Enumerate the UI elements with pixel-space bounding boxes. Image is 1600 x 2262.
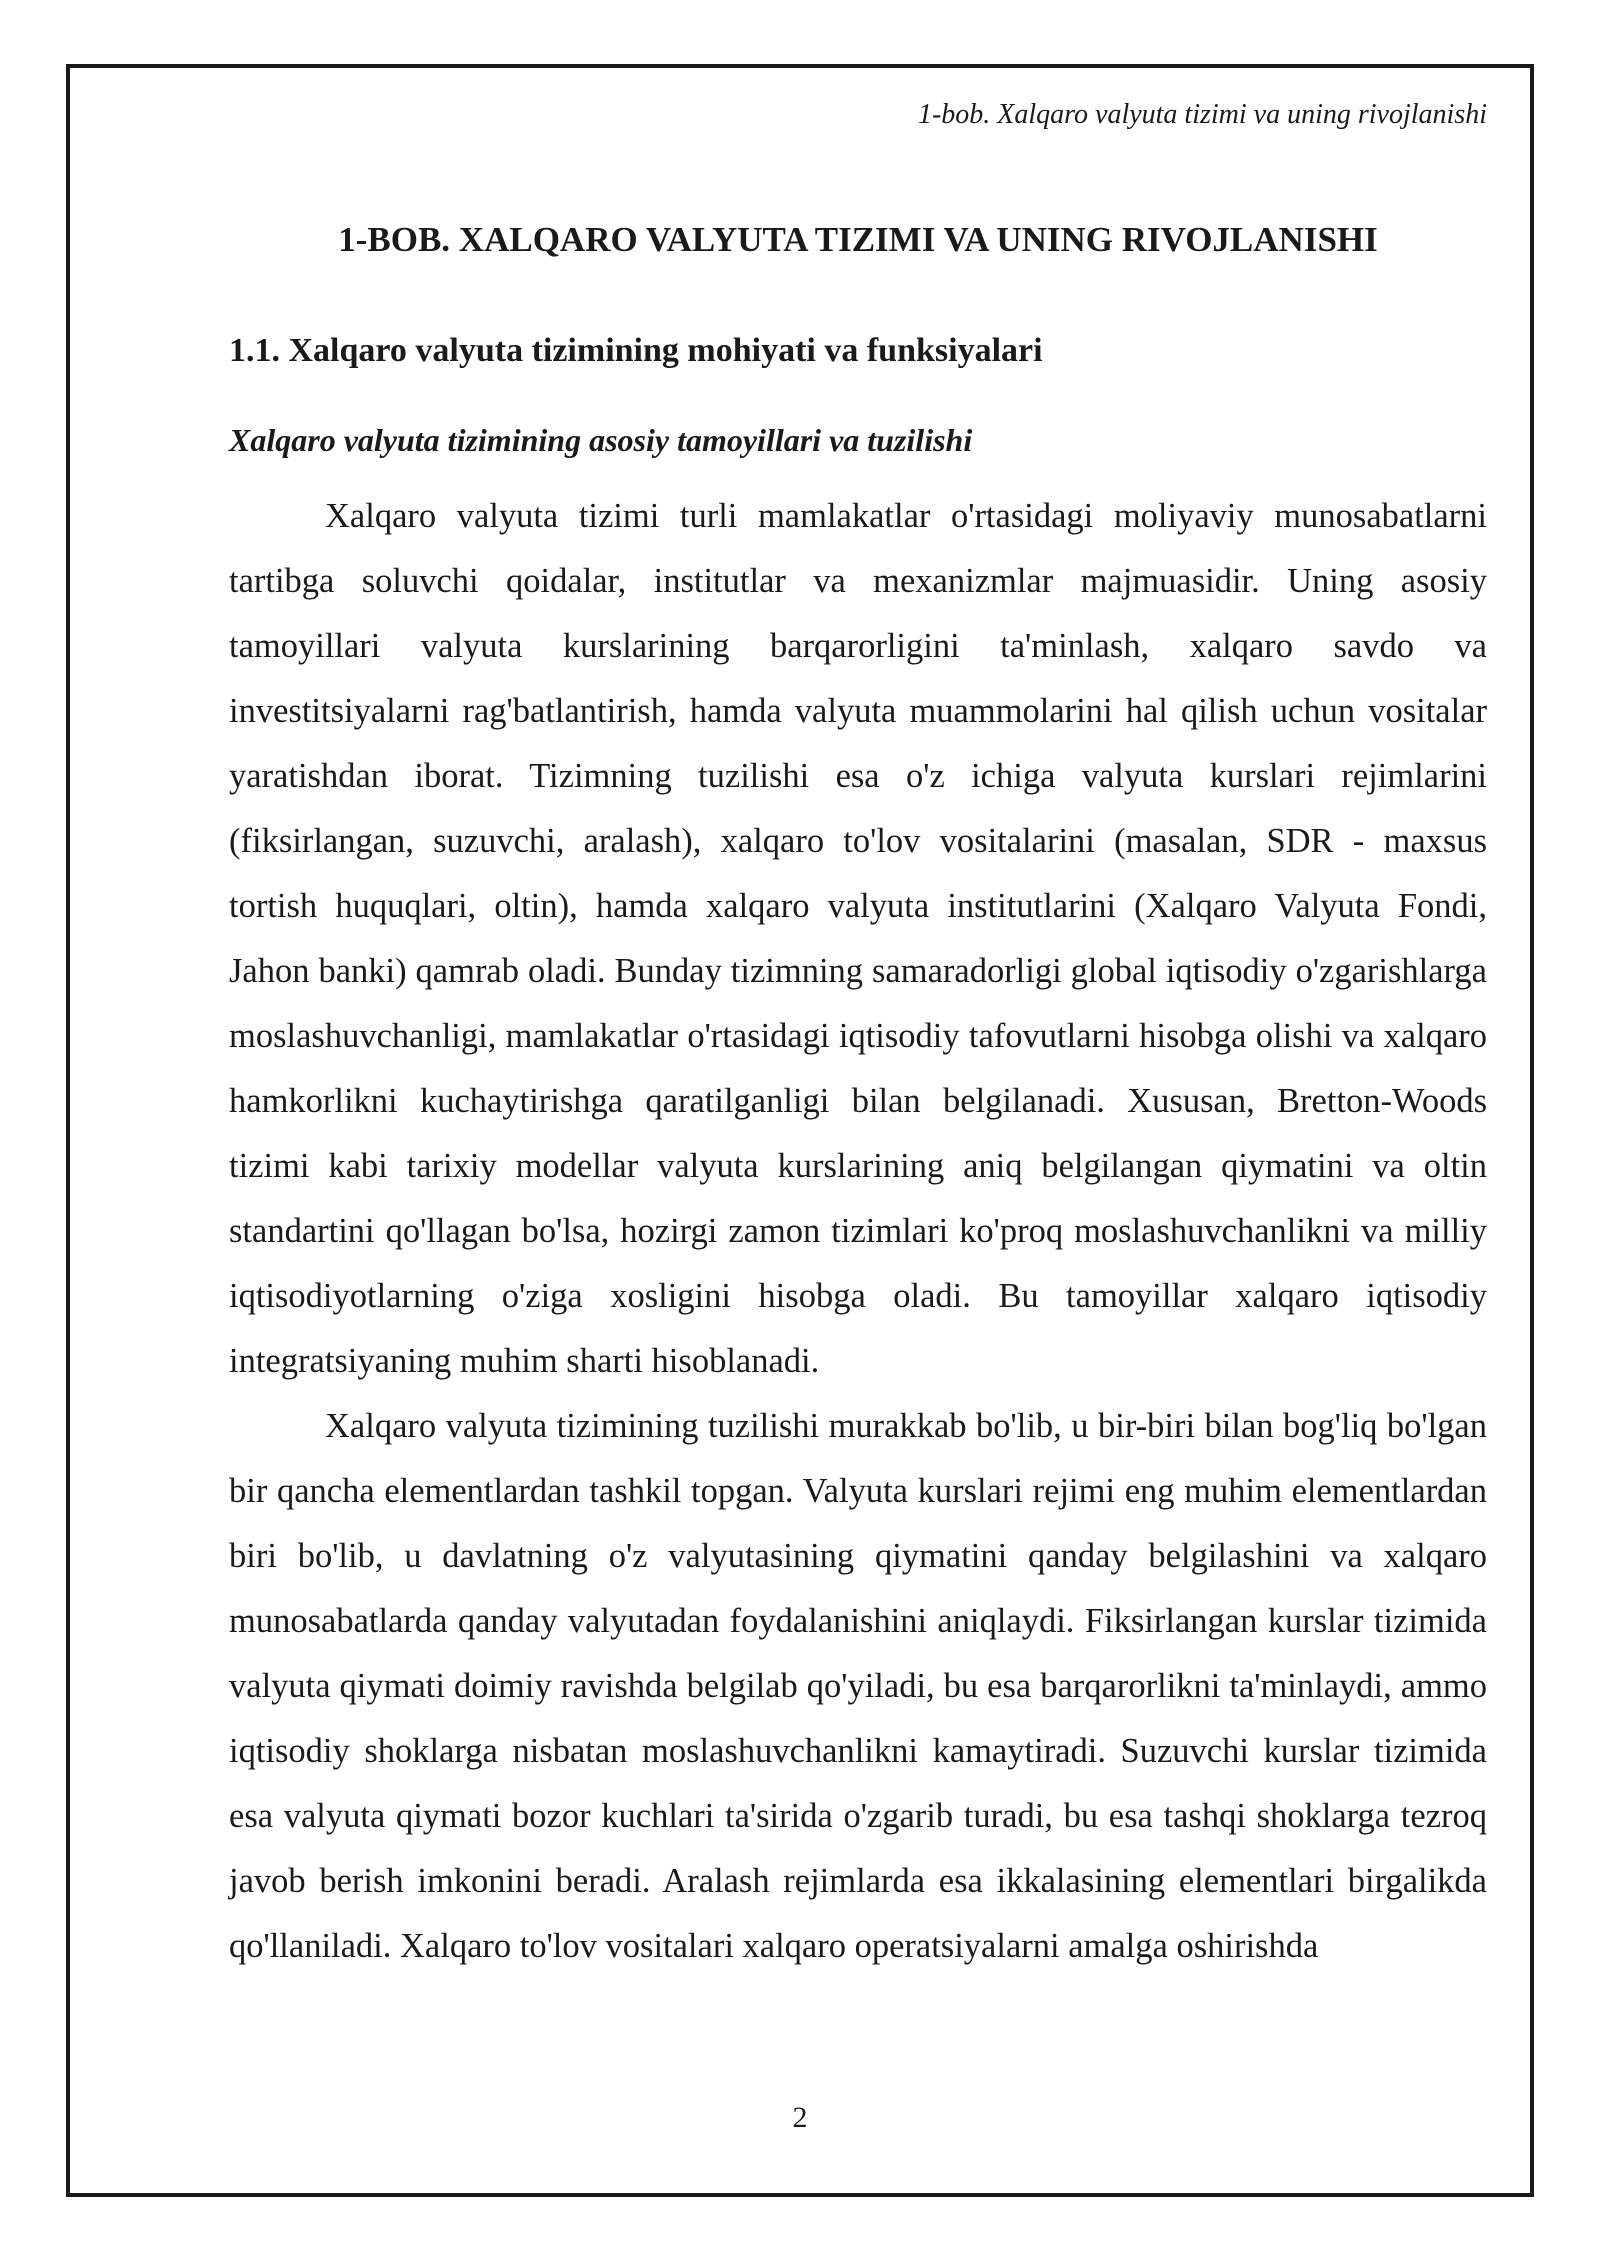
paragraph-1: Xalqaro valyuta tizimi turli mamlakatlar o'rtasidagi moliyaviy munosabatlarni tartibga soluvchi qoidalar, institutlar va mexanizmlar majmuasidir. Uning asosiy tamoyillari valyuta kurslarining barqarorligini ta'minlash, xalqaro savdo va investitsiyalarni rag'batlantirish, hamda valyuta muammolarini hal qilish uchun vositalar yaratishdan iborat. Tizimning tuzilishi esa o'z ichiga valyuta kurslari rejimlarini (fiksirlangan, suzuvchi, aralash), xalqaro to'lov vositalarini (masalan, SDR - maxsus tortish huquqlari, oltin), hamda xalqaro valyuta institutlarini (Xalqaro Valyuta Fondi, Jahon banki) qamrab oladi. Bunday tizimning samaradorligi global iqtisodiy o'zgarishlarga moslashuvchanligi, mamlakatlar o'rtasidagi iqtisodiy tafovutlarni hisobga olishi va xalqaro hamkorlikni kuchaytirishga qaratilganligi bilan belgilanadi. Xususan, Bretton-Woods tizimi kabi tarixiy modellar valyuta kurslarining aniq belgilangan qiymatini va oltin standartini qo'llagan bo'lsa, hozirgi zamon tizimlari ko'proq moslashuvchanlikni va milliy iqtisodiyotlarning o'ziga xosligini hisobga oladi. Bu tamoyillar xalqaro iqtisodiy integratsiyaning muhim sharti hisoblanadi. — [229, 497, 1487, 1380]
subsection-title: Xalqaro valyuta tizimining asosiy tamoyillari va tuzilishi — [229, 422, 973, 458]
paragraph-2: Xalqaro valyuta tizimining tuzilishi murakkab bo'lib, u bir-biri bilan bog'liq bo'lgan bir qancha elementlardan tashkil topgan. Valyuta kurslari rejimi eng muhim elementlardan biri bo'lib, u davlatning o'z valyutasining qiymatini qanday belgilashini va xalqaro munosabatlarda qanday valyutadan foydalanishini aniqlaydi. Fiksirlangan kurslar tizimida valyuta qiymati doimiy ravishda belgilab qo'yiladi, bu esa barqarorlikni ta'minlaydi, ammo iqtisodiy shoklarga nisbatan moslashuvchanlikni kamaytiradi. Suzuvchi kurslar tizimida esa valyuta qiymati bozor kuchlari ta'sirida o'zgarib turadi, bu esa tashqi shoklarga tezroq javob berish imkonini beradi. Aralash rejimlarda esa ikkalasining elementlari birgalikda qo'llaniladi. Xalqaro to'lov vositalari xalqaro operatsiyalarni amalga oshirishda — [229, 1407, 1487, 1965]
page-number: 2 — [792, 2101, 808, 2134]
chapter-title: 1-BOB. XALQARO VALYUTA TIZIMI VA UNING RIVOJLANISHI — [338, 220, 1378, 259]
section-title: 1.1. Xalqaro valyuta tizimining mohiyati va funksiyalari — [229, 332, 1043, 369]
running-header: 1-bob. Xalqaro valyuta tizimi va uning rivojlanishi — [917, 99, 1487, 130]
body-text — [229, 484, 1487, 1979]
